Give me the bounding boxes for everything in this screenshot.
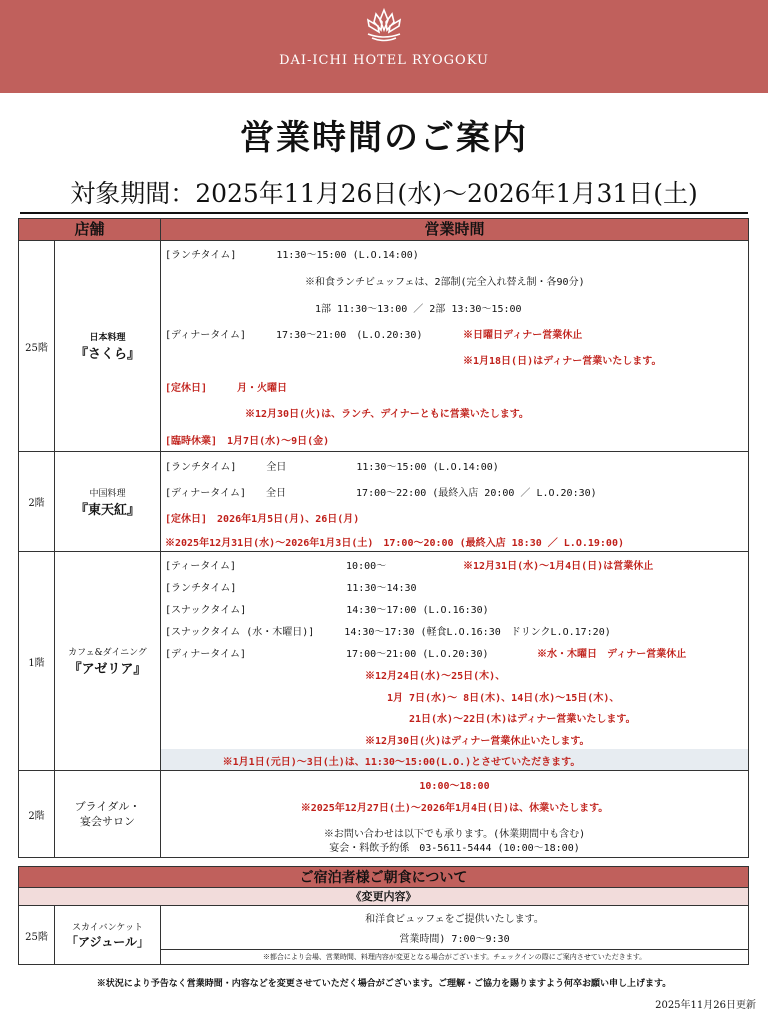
notice-line: ※2025年12月31日(水)～2026年1月3日(土) 17:00～20:00 (最終入店 18:30 ／ L.O.19:00) [165,538,624,549]
store-name: 『東天紅』 [74,502,140,518]
notice-line: ※12月31日(水)～1月4日(日)は営業休止 [463,561,654,572]
inquiry-line: ※お問い合わせは以下でも承ります。(休業期間中も含む) [323,829,586,840]
store-bridal [55,771,161,857]
hours-bridal [161,771,748,857]
row-totenko [19,451,748,551]
notice-line-newyear: ※1月1日(元日)～3日(土)は、11:30～15:00(L.O.)とさせていただきます。 [222,757,581,768]
store-azalea [55,552,161,770]
notice-line: ※2025年12月27日(土)～2026年1月4日(日)は、休業いたします。 [300,803,609,814]
hours-line: [ランチタイム] 全日 11:30～15:00 (L.O.14:00) [165,462,499,473]
store-name: 「アジュール」 [65,935,150,949]
hours-line: [スナックタイム (水・木曜日)] 14:30～17:30 (軽食L.O.16:30 ドリンクL.O.17:20) [165,627,611,638]
hours-table [18,218,749,858]
store-category: カフェ&ダイニング [68,648,147,658]
row-breakfast [18,905,749,965]
hours-line: [ディナータイム] 17:30～21:00 (L.O.20:30) [165,330,423,341]
hours-line: [ランチタイム] 11:30～14:30 [165,583,417,594]
target-period: 対象期間：2025年11月26日(水)～2026年1月31日(土) [20,174,748,214]
notice-line: ※日曜日ディナー営業休止 [463,330,583,341]
row-azalea [19,551,748,770]
temporary-closure-line: [臨時休業] 1月7日(水)～9日(金) [165,436,330,447]
floor-label: 2階 [19,452,55,551]
notice-line: ※1月18日(日)はディナー営業いたします。 [463,356,662,367]
hours-line: [スナックタイム] 14:30～17:00 (L.O.16:30) [165,605,489,616]
breakfast-note: ※都合により会場、営業時間、料理内容が変更となる場合がございます。チェックインの際にご案内させていただきます。 [161,949,748,962]
row-sakura [19,240,748,451]
row-bridal [19,770,748,857]
store-category: スカイバンケット [72,923,143,933]
breakfast-line: 和洋食ビュッフェをご提供いたします。 [365,914,544,925]
notice-line: ※12月30日(火)は、ランチ、デイナーともに営業いたします。 [245,409,529,420]
hours-line: [ランチタイム] 11:30～15:00 (L.O.14:00) [165,250,419,261]
breakfast-subheader: 《変更内容》 [18,888,749,905]
hours-line: 10:00～18:00 [419,781,490,792]
updated-date: 2025年11月26日更新 [655,1000,756,1011]
hours-sakura [161,241,748,451]
hotel-name: DAI-ICHI HOTEL RYOGOKU [279,53,489,68]
store-category: 日本料理 [89,333,126,343]
notice-line: 1月 7日(水)～ 8日(木)、14日(水)～15日(木)、 [387,693,620,704]
hours-line: 1部 11:30～13:00 ／ 2部 13:30～15:00 [315,304,522,315]
closed-day-line: [定休日] 月・火曜日 [165,383,288,394]
hours-line: ※和食ランチビュッフェは、2部制(完全入れ替え制・各90分) [305,277,585,288]
notice-line: ※水・木曜日 ディナー営業休止 [537,649,687,660]
floor-label: 25階 [19,241,55,451]
store-name: 『さくら』 [74,347,140,362]
breakfast-header: ご宿泊者様ご朝食について [18,866,749,888]
hours-line: [ティータイム] 10:00～ [165,561,387,572]
notice-line: ※12月30日(火)はディナー営業休止いたします。 [365,736,590,747]
header-hours: 営業時間 [161,219,748,240]
notice-line: ※12月24日(水)～25日(木)、 [365,671,506,682]
breakfast-hours: 営業時間) 7:00～9:30 [399,934,510,945]
header-banner [0,0,768,93]
hours-line: [ディナータイム] 全日 17:00～22:00 (最終入店 20:00 ／ L.O.20:30) [165,488,597,499]
contact-line: 宴会・料飲予約係 03-5611-5444 (10:00～18:00) [329,843,580,854]
store-azure [55,906,161,964]
header-store: 店舗 [19,219,161,240]
hours-azalea [161,552,748,770]
store-name: 『アゼリア』 [68,662,147,677]
hours-line: [ディナータイム] 17:00～21:00 (L.O.20:30) [165,649,489,660]
closed-day-line: [定休日] 2026年1月5日(月)、26日(月) [165,514,360,525]
store-totenko [55,452,161,551]
page-title: 営業時間のご案内 [240,118,528,158]
floor-label: 25階 [19,906,55,964]
floor-label: 1階 [19,552,55,770]
notice-line: 21日(水)～22日(木)はディナー営業いたします。 [409,714,636,725]
store-sakura [55,241,161,451]
hours-totenko [161,452,748,551]
lotus-logo-icon [354,6,414,46]
store-category: 中国料理 [89,488,126,499]
hours-breakfast [161,906,748,964]
footer-note: ※状況により予告なく営業時間・内容などを変更させていただく場合がございます。ご理解・ご協力を賜りますよう何卒お願い申し上げます。 [96,979,672,989]
store-name: ブライダル・ 宴会サロン [74,800,141,828]
floor-label: 2階 [19,771,55,857]
